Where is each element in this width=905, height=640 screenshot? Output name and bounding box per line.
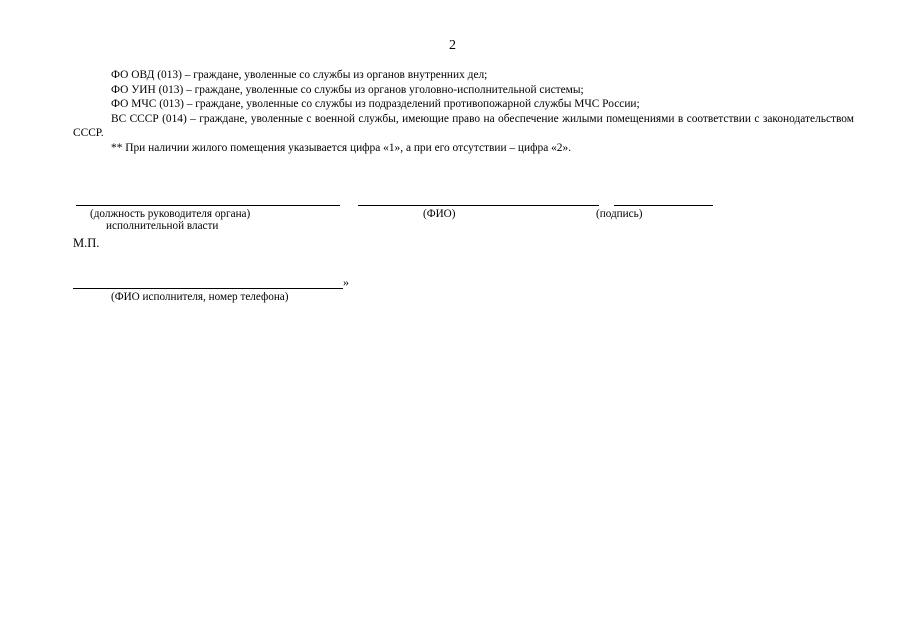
position-signature-line	[76, 205, 340, 206]
note-fo-uin: ФО УИН (013) – граждане, уволенные со службы из органов уголовно-исполнительной системы;	[111, 83, 584, 96]
note-housing-code: ** При наличии жилого помещения указывается цифра «1», а при его отсутствии – цифра «2».	[111, 141, 572, 154]
position-caption-line1: (должность руководителя органа)	[90, 208, 251, 220]
note-fo-mchs: ФО МЧС (013) – граждане, уволенные со службы из подразделений противопожарной службы МЧС России;	[111, 98, 640, 111]
signature-line	[614, 205, 713, 206]
fio-caption: (ФИО)	[423, 208, 456, 220]
page-number: 2	[449, 38, 456, 53]
executor-caption: (ФИО исполнителя, номер телефона)	[111, 291, 289, 303]
signature-caption: (подпись)	[596, 208, 643, 220]
note-vs-sssr: ВС СССР (014) – граждане, уволенные с военной службы, имеющие право на обеспечение жилыми помещениями в соответствии с законодательством СССР.	[73, 112, 854, 140]
executor-line	[73, 288, 343, 289]
note-fo-ovd: ФО ОВД (013) – граждане, уволенные со службы из органов внутренних дел;	[111, 69, 488, 81]
stamp-label: М.П.	[73, 236, 100, 250]
footnotes	[73, 68, 854, 156]
closing-quote: »	[343, 275, 349, 289]
position-caption-line2: исполнительной власти	[106, 220, 219, 232]
fio-signature-line	[358, 205, 599, 206]
